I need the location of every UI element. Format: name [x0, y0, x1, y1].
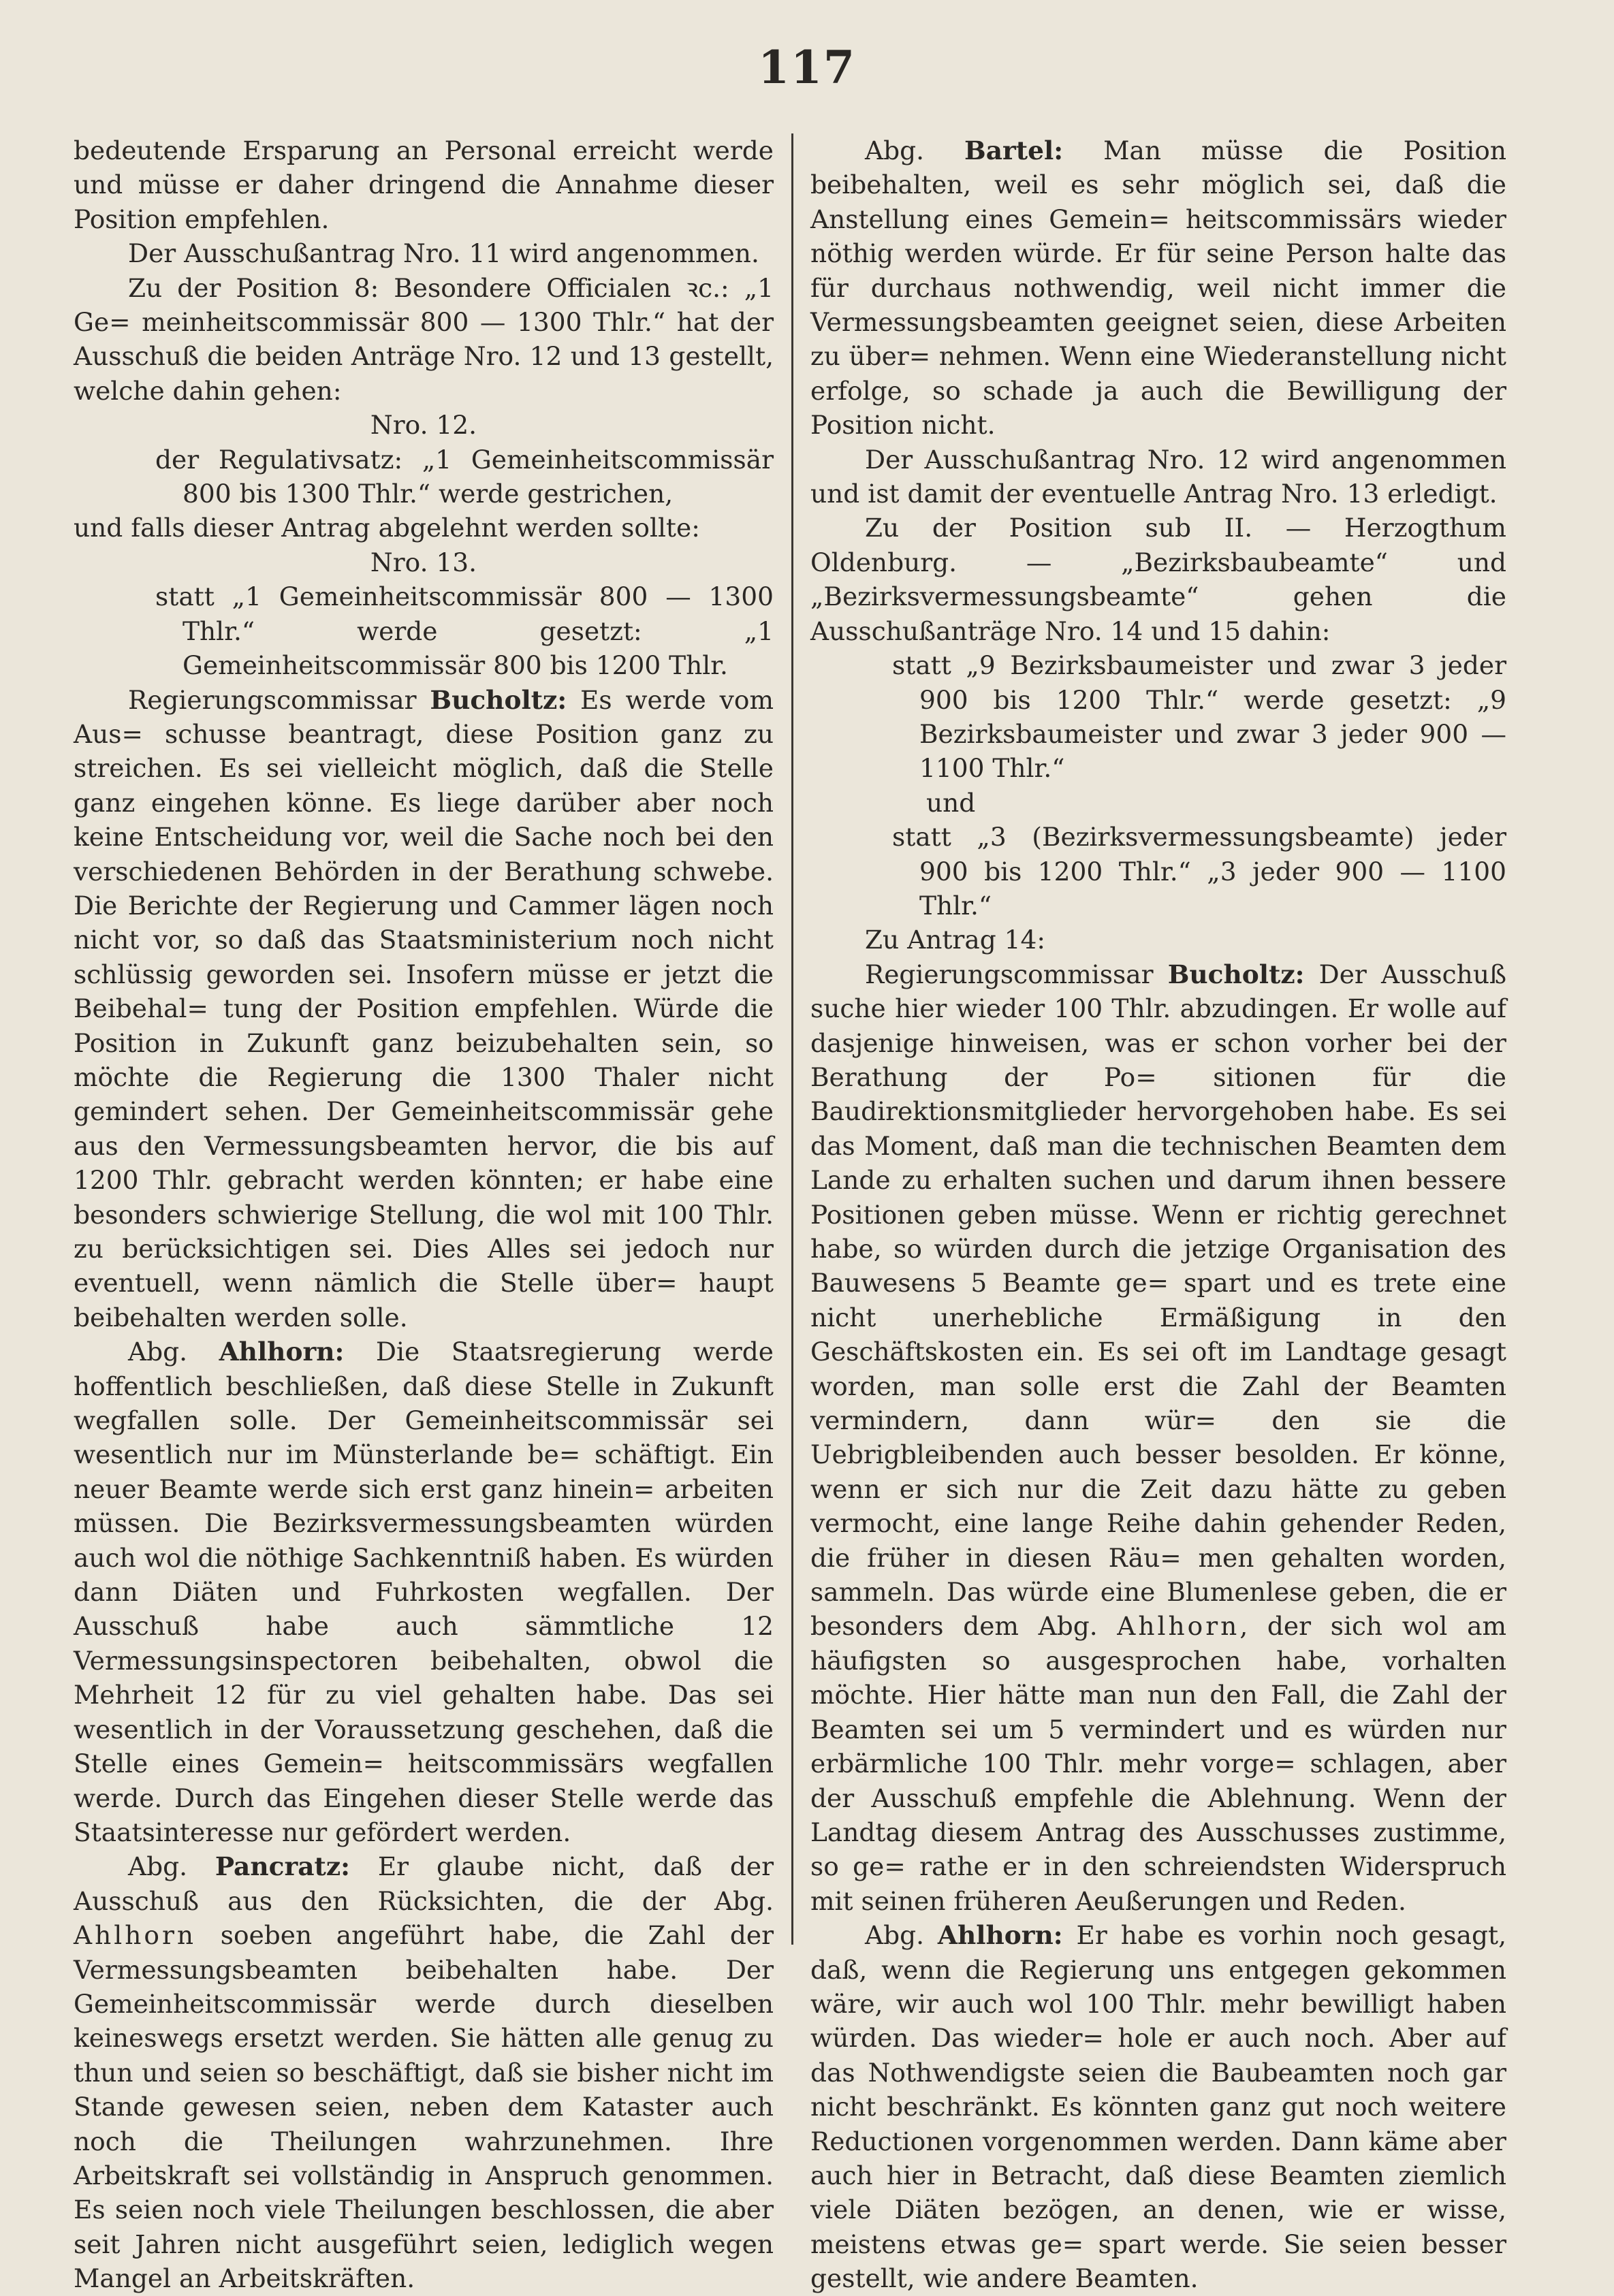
speaker-role: Abg.	[128, 1337, 188, 1367]
column-divider	[791, 133, 793, 1945]
speaker-role: Abg.	[128, 1851, 188, 1882]
paragraph: und	[926, 787, 976, 818]
speaker-name: Bucholtz:	[1167, 959, 1305, 989]
speaker-role: Abg.	[865, 135, 925, 165]
speech-paragraph	[74, 1335, 774, 1849]
speech-paragraph	[74, 683, 774, 1335]
speaker-role: Regierungscommissar	[865, 959, 1154, 989]
speech-text: Die Staatsregierung werde hoffentlich beschließen, daß diese Stelle in Zukunft wegfallen solle. Der Gemeinheitscommissär sei wesentlich nur im Münsterlande be= schäftigt. Ein neuer Beamte werde sich erst ganz hinein= arbeiten müssen. Die Bezirksvermessungsbeamten würden auch wol die nöthige Sachkenntniß haben. Es würden dann Diäten und Fuhrkosten wegfallen. Der Ausschuß habe auch sämmtliche 12 Vermessungsinspectoren beibehalten, obwol die Mehrheit 12 für zu viel gehalten habe. Das sei wesentlich in der Voraussetzung geschehen, daß die Stelle eines Gemein= heitscommissärs wegfallen werde. Durch das Eingehen dieser Stelle werde das Staatsinteresse nur gefördert werden.	[74, 1337, 774, 1847]
motion-text: statt „1 Gemeinheitscommissär 800 — 1300 Thlr.“ werde gesetzt: „1 Gemeinheitscommissär 800 bis 1200 Thlr.	[155, 581, 774, 681]
speaker-name: Bartel:	[964, 135, 1064, 165]
left-column	[74, 133, 774, 2296]
speaker-name: Ahlhorn:	[937, 1920, 1063, 1951]
speech-paragraph	[74, 1849, 774, 2295]
right-column	[810, 133, 1506, 2296]
speech-text: soeben angeführt habe, die Zahl der Vermessungsbeamten beibehalten habe. Der Gemeinheitscommissär werde durch dieselben keineswegs ersetzt werden. Sie hätten alle genug zu thun und seien so beschäftigt, daß sie bisher nicht im Stande gewesen seien, neben dem Kataster auch noch die Theilungen wahrzunehmen. Ihre Arbeitskraft sei vollständig in Anspruch genommen. Es seien noch viele Theilungen beschlossen, die aber seit Jahren nicht ausgeführt seien, lediglich wegen Mangel an Arbeitskräften.	[74, 1920, 774, 2294]
paragraph: Der Ausschußantrag Nro. 11 wird angenommen.	[128, 238, 759, 269]
paragraph: bedeutende Ersparung an Personal erreicht werde und müsse er daher dringend die Annahme dieser Position empfehlen.	[74, 135, 774, 234]
speaker-name: Pancratz:	[215, 1851, 350, 1882]
speech-text: Der Ausschuß suche hier wieder 100 Thlr. abzudingen. Er wolle auf dasjenige hinweisen, was er schon vorher bei der Berathung der Po= sitionen für die Baudirektionsmitglieder hervorgehoben habe. Es sei das Moment, daß man die technischen Beamten dem Lande zu erhalten suchen und darum ihnen bessere Positionen geben müsse. Wenn er richtig gerechnet habe, so würden durch die jetzige Organisation des Bauwesens 5 Beamte ge= spart und es trete eine nicht unerhebliche Ermäßigung in den Geschäftskosten ein. Es sei oft im Landtage gesagt worden, man solle erst die Zahl der Beamten vermindern, dann wür= den sie die Uebrigbleibenden auch besser besolden. Er könne, wenn er sich nur die Zeit dazu hätte zu geben vermocht, eine lange Reihe dahin gehender Reden, die früher in diesen Räu= men gehalten worden, sammeln. Das würde eine Blumenlese geben, die er besonders dem Abg.	[810, 959, 1507, 1642]
motion-text: der Regulativsatz: „1 Gemeinheitscommissär 800 bis 1300 Thlr.“ werde gestrichen,	[155, 444, 774, 509]
speech-text: Er habe es vorhin noch gesagt, daß, wenn die Regierung uns entgegen gekommen wäre, wir auch wol 100 Thlr. mehr bewilligt haben würden. Das wieder= hole er auch noch. Aber auf das Nothwendigste seien die Baubeamten noch gar nicht beschränkt. Es könnten ganz gut noch weitere Reductionen vorgenommen werden. Dann käme aber auch hier in Betracht, daß diese Beamten ziemlich viele Diäten bezögen, an denen, wie er wisse, meistens etwas ge= spart werde. Sie seien besser gestellt, wie andere Beamten.	[810, 1920, 1506, 2294]
speech-text: Es werde vom Aus= schusse beantragt, diese Position ganz zu streichen. Es sei vielleicht möglich, daß die Stelle ganz eingehen könne. Es liege darüber aber noch keine Entscheidung vor, weil die Sache noch bei den verschiedenen Behörden in der Berathung schwebe. Die Berichte der Regierung und Cammer lägen noch nicht vor, so daß das Staatsministerium noch nicht schlüssig geworden sei. Insofern müsse er jetzt die Beibehal= tung der Position empfehlen. Würde die Position in Zukunft ganz beizubehalten sein, so möchte die Regierung die 1300 Thaler nicht gemindert sehen. Der Gemeinheitscommissär gehe aus den Vermessungsbeamten hervor, die bis auf 1200 Thlr. gebracht werden könnten; er habe eine besonders schwierige Stellung, die wol mit 100 Thlr. zu berücksichtigen sei. Dies Alles sei jedoch nur eventuell, wenn nämlich die Stelle über= haupt beibehalten werden solle.	[74, 684, 774, 1333]
motion-heading: Nro. 12.	[370, 410, 477, 441]
paragraph: Zu Antrag 14:	[865, 925, 1045, 955]
page-number: 117	[758, 41, 856, 94]
motion-heading: Nro. 13.	[370, 547, 477, 577]
speech-paragraph	[810, 133, 1506, 443]
speech-text: , der sich wol am häufigsten so ausgesprochen habe, vorhalten möchte. Hier hätte man nun den Fall, die Zahl der Beamten sei um 5 vermindert und es würden nur erbärmliche 100 Thlr. mehr vorge= schlagen, aber der Ausschuß empfehle die Ablehnung. Wenn der Landtag diesem Antrag des Ausschusses zustimme, so ge= rathe er in den schreiendsten Widerspruch mit seinen früheren Aeußerungen und Reden.	[810, 1611, 1507, 1916]
motion-text: statt „9 Bezirksbaumeister und zwar 3 jeder 900 bis 1200 Thlr.“ werde gesetzt: „9 Bezirksbaumeister und zwar 3 jeder 900 — 1100 Thlr.“	[892, 650, 1506, 784]
spaced-name: Ahlhorn	[1117, 1611, 1240, 1642]
motion-text: statt „3 (Bezirksvermessungsbeamte) jeder 900 bis 1200 Thlr.“ „3 jeder 900 — 1100 Thlr.“	[892, 822, 1506, 921]
speech-text: Er glaube nicht, daß der Ausschuß aus den Rücksichten, die der Abg.	[74, 1851, 774, 1916]
spaced-name: Ahlhorn	[74, 1920, 197, 1951]
speaker-role: Abg.	[865, 1920, 925, 1951]
paragraph: Zu der Position 8: Besondere Officialen ꝛc.: „1 Ge= meinheitscommissär 800 — 1300 Thlr.“ hat der Ausschuß die beiden Anträge Nro. 12 und 13 gestellt, welche dahin gehen:	[74, 272, 774, 406]
speaker-name: Bucholtz:	[430, 684, 567, 715]
speaker-name: Ahlhorn:	[219, 1337, 345, 1367]
paragraph: und falls dieser Antrag abgelehnt werden sollte:	[74, 513, 700, 543]
speech-text: Man müsse die Position beibehalten, weil es sehr möglich sei, daß die Anstellung eines Gemein= heitscommissärs wieder nöthig werden würde. Er für seine Person halte das für durchaus nothwendig, weil nicht immer die Vermessungsbeamten geeignet seien, diese Arbeiten zu über= nehmen. Wenn eine Wiederanstellung nicht erfolge, so schade ja auch die Bewilligung der Position nicht.	[810, 135, 1506, 441]
paragraph: Zu der Position sub II. — Herzogthum Oldenburg. — „Bezirksbaubeamte“ und „Bezirksvermessungsbeamte“ gehen die Ausschußanträge Nro. 14 und 15 dahin:	[810, 513, 1506, 646]
speech-paragraph	[810, 1918, 1506, 2295]
speaker-role: Regierungscommissar	[128, 684, 417, 715]
paragraph: Der Ausschußantrag Nro. 12 wird angenommen und ist damit der eventuelle Antrag Nro. 13 erledigt.	[810, 444, 1506, 509]
speech-paragraph	[810, 957, 1506, 1918]
